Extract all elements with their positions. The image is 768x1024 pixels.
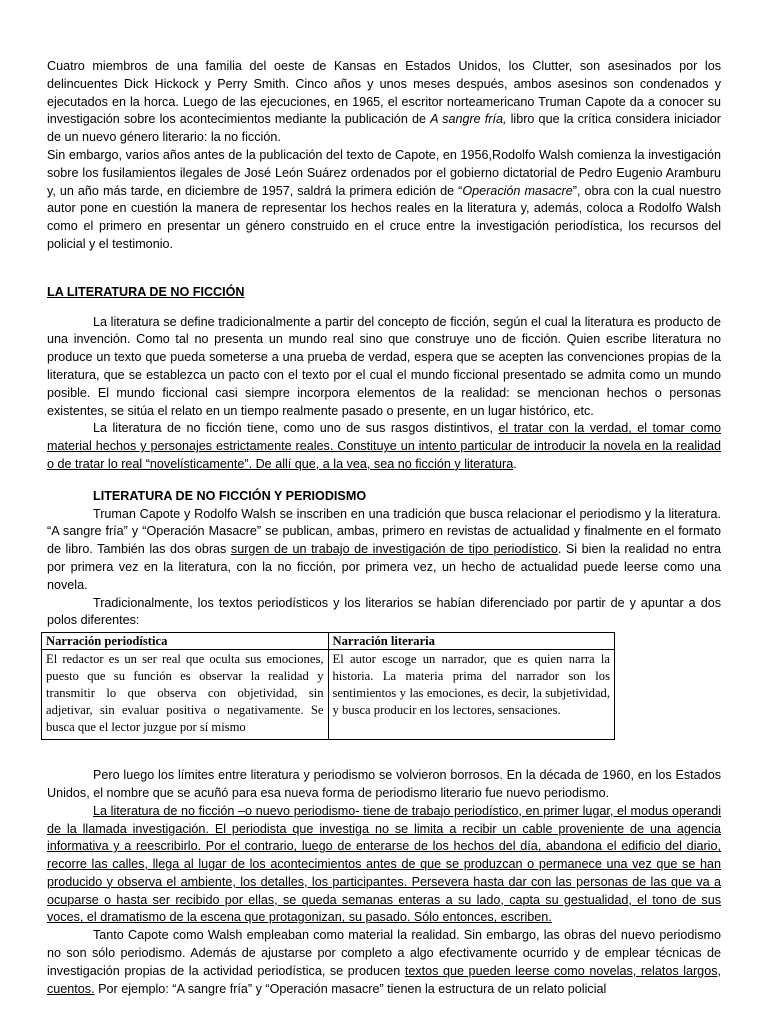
intro-walsh-text-end: ”, obra con la cual nuestro autor pone en cuestión la manera de representar los hechos reales en la literatura y, además, coloca a Rodolfo Walsh como el primero en presentar un género construido en el cruce entre la investigación periodística, los recursos del policial y el testimonio.	[47, 183, 722, 251]
table-header-periodistica: Narración periodística	[42, 633, 329, 650]
paragraph-limites-borrosos: Pero luego los límites entre literatura y periodismo se volvieron borrosos. En la década de 1960, en los Estados Unidos, el nombre que se acuñó para esa nueva forma de periodismo literario fue nuevo periodismo.	[47, 768, 721, 800]
paragraph-capote-walsh	[47, 506, 721, 595]
table-cell-periodistica: El redactor es un ser real que oculta sus emociones, puesto que su función es observar la realidad y transmitir lo que observa con objetividad, sin adjetivar, sin evaluar positiva o negativamente. Se busca que el lector juzgue por sí mismo	[42, 650, 329, 740]
intro-text-end: libro que la crítica considera iniciador de un nuevo género literario: la no ficción.	[47, 112, 721, 145]
paragraph-definicion-literatura: La literatura se define tradicionalmente a partir del concepto de ficción, según el cual la literatura es producto de una invención. Como tal no presenta un mundo real sino que construye uno de ficción. Quien escribe literatura no produce un texto que pueda someterse a una prueba de verdad, espera que se acepten las convenciones propias de la literatura, que se establezca un pacto con el texto por el cual el mundo ficcional presentado se admita como un mundo posible. El mundo ficcional casi siempre incorpora elementos de la realidad: se mencionan hechos o personas existentes, se sitúa el relato en un tiempo realmente pasado o presente, en un lugar histórico, etc.	[47, 314, 721, 418]
book-title-operacion-masacre: Operación masacre	[462, 183, 573, 198]
realidad-underlined: textos que pueden leerse como novelas, relatos largos, cuentos.	[47, 963, 721, 996]
intro-walsh-text: Sin embargo, varios años antes de la publicación del texto de Capote, en 1956,Rodolfo Walsh comienza la investigación sobre los fusilamientos ilegales de José León Suárez ordenados por el gobierno dictatorial de Pedro Eugenio Aramburu y, un año más tarde, en diciembre de 1957, saldrá la primera edición de “	[47, 147, 721, 198]
table-cell-literaria: El autor escoge un narrador, que es quien narra la historia. La materia prima del narrador son los sentimientos y las emociones, es decir, la subjetividad, y busca producir en los lectores, sensaciones.	[328, 650, 615, 740]
rasgos-underlined-text: el tratar con la verdad, el tomar como material hechos y personajes estrictamente reales. Constituye un intento particular de introducir la novela en la realidad o de tratar lo real “novelísticamente”. De allí que, a la vea, sea no ficción y literatura	[47, 421, 721, 471]
capote-walsh-text: Truman Capote y Rodolfo Walsh se inscriben en una tradición que busca relacionar el periodismo y la literatura. “A sangre fría” y “Operación Masacre” se publican, ambas, primero en revistas de actualidad y finalmente en el formato de libro. También las dos obras	[47, 506, 721, 557]
realidad-text: Tanto Capote como Walsh empleaban como material la realidad. Sin embargo, las obras del nuevo periodismo no son sólo periodismo. Además de ajustarse por completo a algo efectivamente ocurrido y de emplear técnicas de investigación propias de la actividad periodística, se producen	[47, 928, 721, 978]
realidad-text-end: Por ejemplo: “A sangre fría” y “Operación masacre” tienen la estructura de un relato policial	[94, 981, 607, 996]
paragraph-modus-operandi: La literatura de no ficción –o nuevo periodismo- tiene de trabajo periodístico, en primer lugar, el modus operandi de la llamada investigación. El periodista que investiga no se limita a recibir un cable proveniente de una agencia informativa y a reescribirlo. Por el contrario, luego de enterarse de los hechos del día, abandona el edificio del diario, recorre las calles, llega al lugar de los acontecimientos antes de que se produzcan o permanece una vez que se han producido y observa el ambiente, los detalles, los participantes. Persevera hasta dar con las personas de las que va a ocuparse o hasta ser recibido por ellas, se queda semanas enteras a su lado, capta su gestualidad, el tono de sus voces, el dramatismo de la escena que protagonizan, su pasado. Sólo entonces, escriben.	[47, 803, 721, 925]
intro-paragraph-walsh	[47, 147, 721, 254]
paragraph-capote-walsh-realidad	[47, 927, 721, 998]
section-heading-no-ficcion: LA LITERATURA DE NO FICCIÓN	[47, 284, 245, 299]
table-row	[42, 650, 615, 740]
capote-walsh-underlined: surgen de un trabajo de investigación de tipo periodístico	[230, 542, 558, 557]
paragraph-rasgos-no-ficcion	[47, 420, 721, 473]
intro-text: Cuatro miembros de una familia del oeste de Kansas en Estados Unidos, los Clutter, son asesinados por los delincuentes Dick Hickock y Perry Smith. Cinco años y unos meses después, ambos asesinos son condenados y ejecutados en la horca. Luego de las ejecuciones, en 1965, el escritor norteamericano Truman Capote da a conocer su investigación sobre los acontecimientos mediante la publicación de	[47, 59, 721, 127]
table-header-literaria: Narración literaria	[328, 633, 615, 650]
paragraph-polos-diferentes: Tradicionalmente, los textos periodísticos y los literarios se habían diferenciado por partir de y apuntar a dos polos diferentes:	[47, 595, 721, 628]
comparison-table	[41, 632, 615, 740]
rasgos-text: La literatura de no ficción tiene, como uno de sus rasgos distintivos,	[93, 421, 499, 436]
section-heading-periodismo: LITERATURA DE NO FICCIÓN Y PERIODISMO	[93, 488, 367, 503]
intro-paragraph-capote	[47, 58, 721, 147]
book-title-a-sangre-fria: A sangre fría,	[430, 112, 507, 127]
capote-walsh-text-end: . Si bien la realidad no entra por primera vez en la literatura, con la no ficción, por primera vez, un hecho de actualidad puede leerse como una novela.	[47, 542, 721, 592]
table-header-row	[42, 633, 615, 650]
document-page	[47, 58, 721, 998]
rasgos-text-end: .	[513, 456, 517, 471]
